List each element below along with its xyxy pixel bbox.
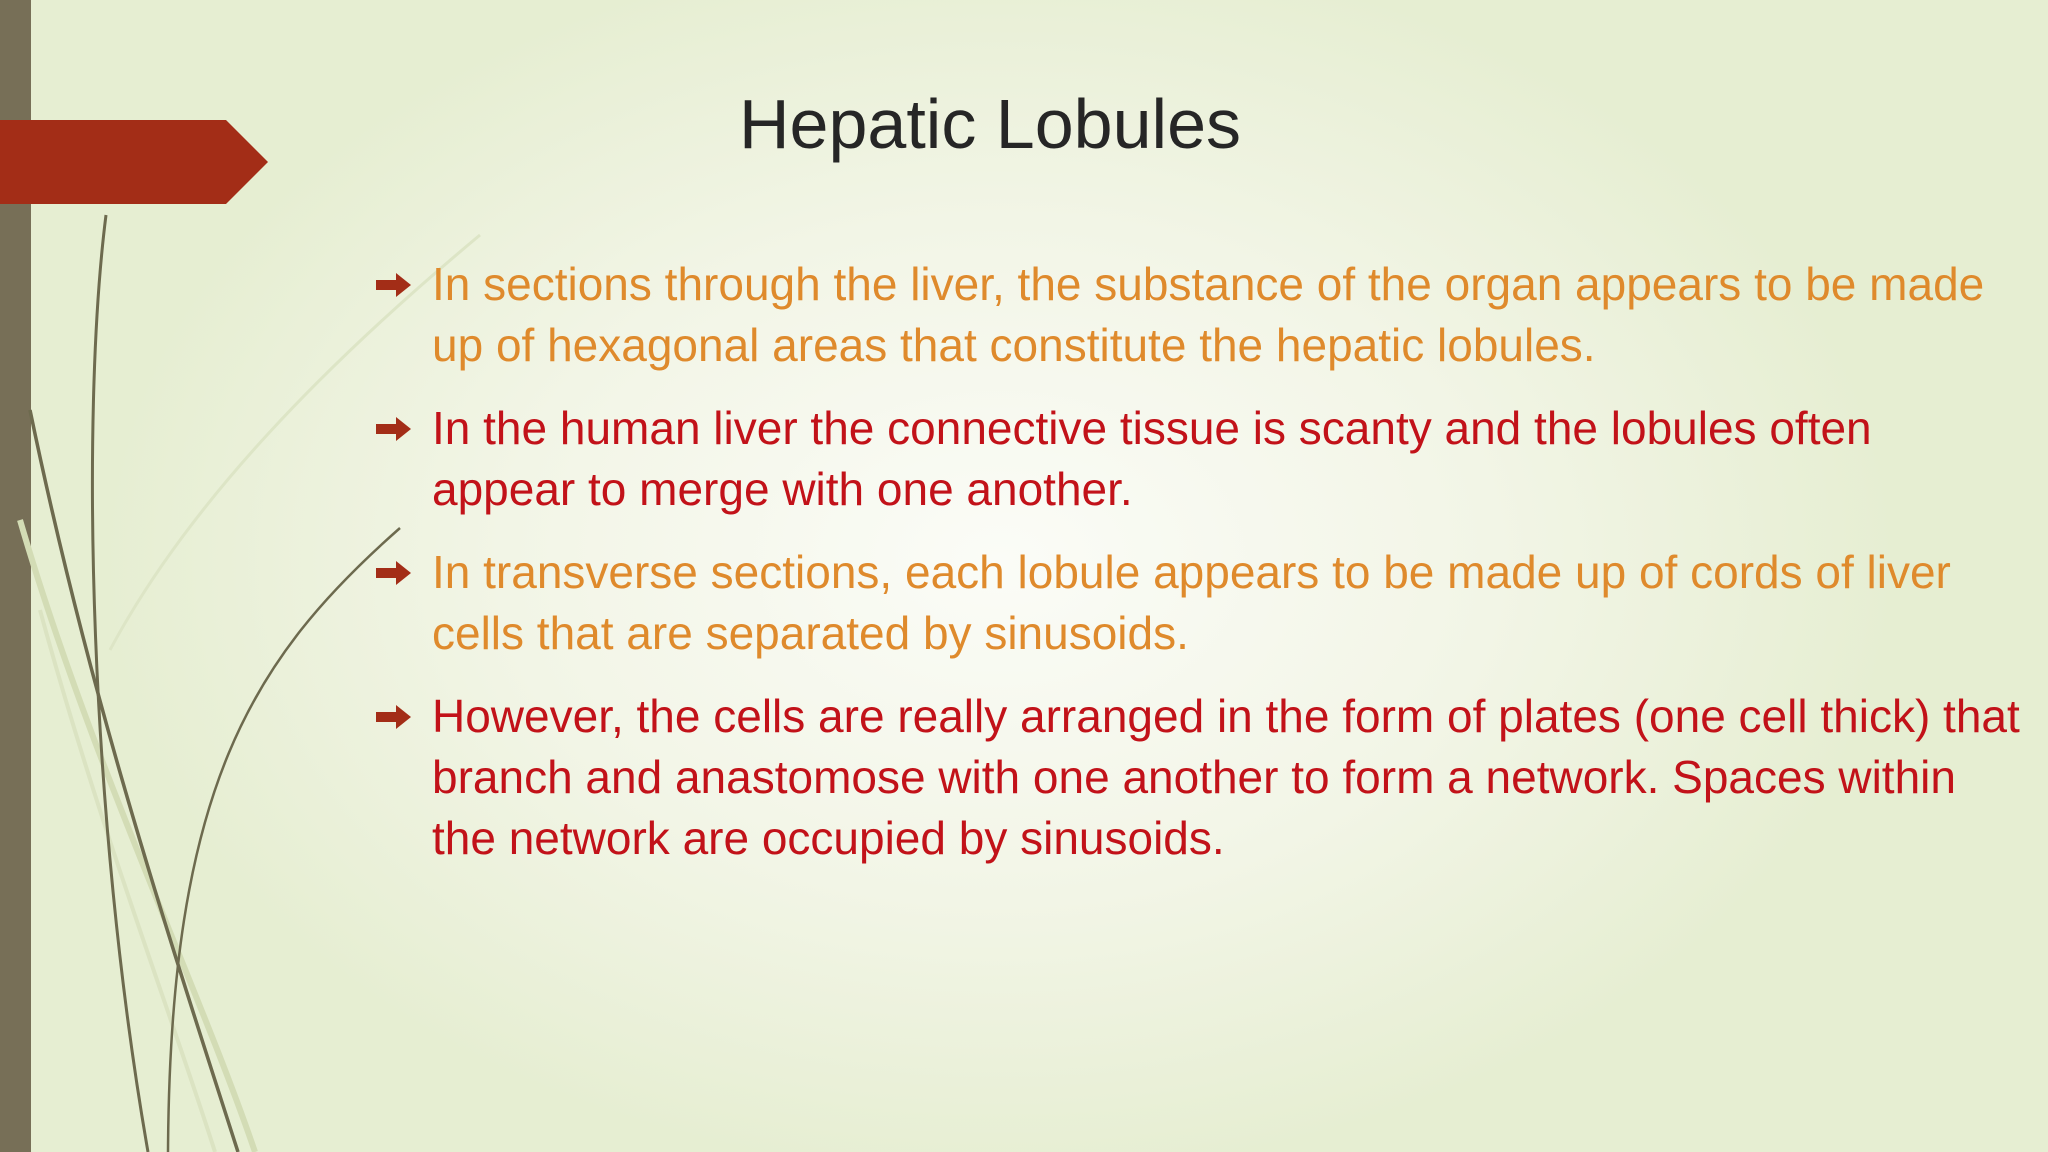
arrow-right-icon — [376, 560, 412, 586]
bullet-item — [372, 686, 2022, 869]
arrow-right-icon — [376, 416, 412, 442]
bullet-list — [372, 254, 2022, 891]
bullet-text: In sections through the liver, the substance of the organ appears to be made up of hexagonal areas that constitute the hepatic lobules. — [432, 258, 1985, 371]
bullet-text: In transverse sections, each lobule appears to be made up of cords of liver cells that are separated by sinusoids. — [432, 546, 1951, 659]
bullet-text: In the human liver the connective tissue is scanty and the lobules often appear to merge with one another. — [432, 402, 1872, 515]
bullet-item — [372, 398, 2022, 520]
bullet-item — [372, 542, 2022, 664]
slide-title: Hepatic Lobules — [739, 85, 1241, 163]
bullet-text: However, the cells are really arranged in the form of plates (one cell thick) that branch and anastomose with one another to form a network. Spaces within the network are occupied by sinusoids. — [432, 690, 2020, 864]
arrow-right-icon — [376, 704, 412, 730]
arrow-right-icon — [376, 272, 412, 298]
bullet-item — [372, 254, 2022, 376]
title-accent-arrow — [0, 120, 268, 204]
